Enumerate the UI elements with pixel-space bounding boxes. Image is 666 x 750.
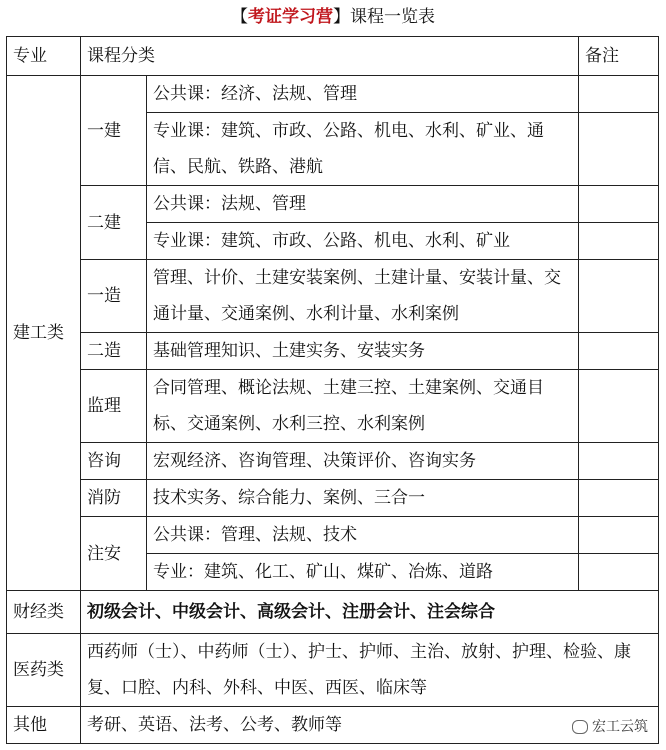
wechat-icon	[572, 720, 588, 734]
course-cell: 技术实务、综合能力、案例、三合一	[147, 480, 579, 517]
title-rest: 课程一览表	[350, 7, 435, 27]
item-erzao: 二造	[81, 333, 147, 370]
table-row	[7, 634, 659, 707]
course-table	[6, 36, 659, 744]
course-cell: 专业课：建筑、市政、公路、机电、水利、矿业	[147, 223, 579, 260]
course-cell: 合同管理、概论法规、土建三控、土建案例、交通目标、交通案例、水利三控、水利案例	[147, 370, 579, 443]
finance-content: 初级会计、中级会计、高级会计、注册会计、注会综合	[81, 591, 659, 634]
table-row	[7, 333, 659, 370]
watermark-text: 宏工云筑	[592, 719, 648, 735]
other-content: 考研、英语、法考、公考、教师等	[81, 707, 659, 744]
table-row	[7, 370, 659, 443]
title-bracket-open: 【	[231, 7, 248, 27]
item-yijian: 一建	[81, 76, 147, 186]
table-row	[7, 260, 659, 333]
table-row	[7, 480, 659, 517]
page-title	[0, 6, 666, 28]
table-row	[7, 443, 659, 480]
remark-cell	[579, 480, 659, 517]
title-bracket-close: 】	[333, 7, 350, 27]
course-cell: 公共课：法规、管理	[147, 186, 579, 223]
group-medicine: 医药类	[7, 634, 81, 707]
item-xiaofang: 消防	[81, 480, 147, 517]
remark-cell	[579, 333, 659, 370]
table-row	[7, 517, 659, 554]
item-jianli: 监理	[81, 370, 147, 443]
course-cell: 宏观经济、咨询管理、决策评价、咨询实务	[147, 443, 579, 480]
header-row	[7, 37, 659, 76]
remark-cell	[579, 113, 659, 186]
course-cell: 基础管理知识、土建实务、安装实务	[147, 333, 579, 370]
remark-cell	[579, 554, 659, 591]
item-zhuan: 注安	[81, 517, 147, 591]
course-cell: 公共课：管理、法规、技术	[147, 517, 579, 554]
remark-cell	[579, 223, 659, 260]
medicine-content: 西药师（士）、中药师（士）、护士、护师、主治、放射、护理、检验、康复、口腔、内科、外科、中医、西医、临床等	[81, 634, 659, 707]
group-other: 其他	[7, 707, 81, 744]
item-zixun: 咨询	[81, 443, 147, 480]
course-cell: 公共课：经济、法规、管理	[147, 76, 579, 113]
item-yizao: 一造	[81, 260, 147, 333]
course-cell: 专业：建筑、化工、矿山、煤矿、冶炼、道路	[147, 554, 579, 591]
course-cell: 专业课：建筑、市政、公路、机电、水利、矿业、通信、民航、铁路、港航	[147, 113, 579, 186]
group-construction: 建工类	[7, 76, 81, 591]
header-remark: 备注	[579, 37, 659, 76]
remark-cell	[579, 186, 659, 223]
course-cell: 管理、计价、土建安装案例、土建计量、安装计量、交通计量、交通案例、水利计量、水利案例	[147, 260, 579, 333]
table-row	[7, 591, 659, 634]
title-brand: 考证学习营	[248, 7, 333, 27]
header-major: 专业	[7, 37, 81, 76]
group-finance: 财经类	[7, 591, 81, 634]
table-row	[7, 186, 659, 223]
watermark	[572, 716, 648, 736]
remark-cell	[579, 370, 659, 443]
table-row	[7, 707, 659, 744]
remark-cell	[579, 260, 659, 333]
item-erjian: 二建	[81, 186, 147, 260]
remark-cell	[579, 443, 659, 480]
header-category: 课程分类	[81, 37, 579, 76]
table-row	[7, 76, 659, 113]
remark-cell	[579, 517, 659, 554]
remark-cell	[579, 76, 659, 113]
